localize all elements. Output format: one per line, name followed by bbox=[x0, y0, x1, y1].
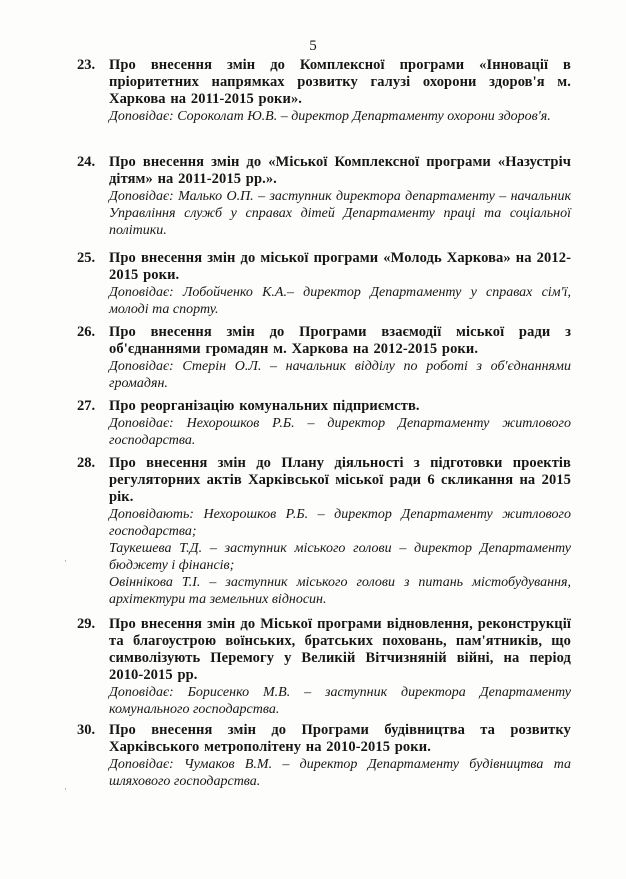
item-number: 30. bbox=[77, 722, 96, 738]
agenda-item bbox=[77, 250, 571, 324]
agenda-item bbox=[77, 154, 571, 250]
agenda-item bbox=[77, 455, 571, 616]
speaker-line: Доповідає: Чумаков В.М. – директор Департаменту будівництва та шляхового господарства. bbox=[109, 757, 571, 789]
agenda-item bbox=[77, 616, 571, 722]
item-number: 23. bbox=[77, 57, 96, 73]
speaker-line: Доповідає: Малько О.П. – заступник директора департаменту – начальник Управління служб у справах дітей Департаменту праці та соціальної політики. bbox=[109, 189, 571, 238]
agenda-item bbox=[77, 324, 571, 398]
speaker-line: Доповідає: Нехорошков Р.Б. – директор Департаменту житлового господарства. bbox=[109, 416, 571, 448]
item-number: 25. bbox=[77, 250, 96, 266]
speaker-line: Таукешева Т.Д. – заступник міського голови – директор Департаменту бюджету і фінансів; bbox=[109, 541, 571, 573]
agenda-item bbox=[77, 57, 571, 154]
item-number: 24. bbox=[77, 154, 96, 170]
speaker-line: Доповідає: Сороколат Ю.В. – директор Департаменту охорони здоров'я. bbox=[109, 109, 551, 124]
item-title: Про внесення змін до Програми будівництва та розвитку Харківського метрополітену на 2010-2015 роки. bbox=[109, 722, 571, 755]
item-title: Про внесення змін до Комплексної програми «Інновації в пріоритетних напрямках розвитку галузі охорони здоров'я м. Харкова на 2011-2015 роки». bbox=[109, 57, 571, 107]
scan-speck: · bbox=[64, 556, 67, 566]
speaker-line: Овіннікова Т.І. – заступник міського голови з питань містобудування, архітектури та земельних відносин. bbox=[109, 575, 571, 607]
agenda-item bbox=[77, 722, 571, 789]
item-number: 29. bbox=[77, 616, 96, 632]
page-number: 5 bbox=[309, 38, 317, 54]
speaker-line: Доповідає: Борисенко М.В. – заступник директора Департаменту комунального господарства. bbox=[109, 685, 571, 717]
speaker-line: Доповідає: Лобойченко К.А.– директор Департаменту у справах сім'ї, молоді та спорту. bbox=[109, 285, 571, 317]
agenda-item bbox=[77, 398, 571, 455]
item-number: 26. bbox=[77, 324, 96, 340]
item-number: 27. bbox=[77, 398, 96, 414]
item-title: Про внесення змін до Програми взаємодії міської ради з об'єднаннями громадян м. Харкова на 2012-2015 роки. bbox=[109, 324, 571, 357]
speaker-line: Доповідає: Стерін О.Л. – начальник відділу по роботі з об'єднаннями громадян. bbox=[109, 359, 571, 391]
item-title: Про внесення змін до Міської програми відновлення, реконструкції та благоустрою воїнських, братських поховань, пам'ятників, що символізують Перемогу у Великій Вітчизняній війні, на період 2010-2015 рр. bbox=[109, 616, 571, 683]
item-number: 28. bbox=[77, 455, 96, 471]
scan-speck: · bbox=[64, 784, 67, 794]
item-title: Про внесення змін до «Міської Комплексної програми «Назустріч дітям» на 2011-2015 рр.». bbox=[109, 154, 571, 187]
item-title: Про внесення змін до Плану діяльності з підготовки проектів регуляторних актів Харківської міської ради 6 скликання на 2015 рік. bbox=[109, 455, 571, 505]
agenda-list bbox=[77, 57, 571, 789]
item-title: Про реорганізацію комунальних підприємств. bbox=[109, 398, 420, 414]
item-title: Про внесення змін до міської програми «Молодь Харкова» на 2012-2015 роки. bbox=[109, 250, 571, 283]
speaker-line: Доповідають: Нехорошков Р.Б. – директор Департаменту житлового господарства; bbox=[109, 507, 571, 539]
